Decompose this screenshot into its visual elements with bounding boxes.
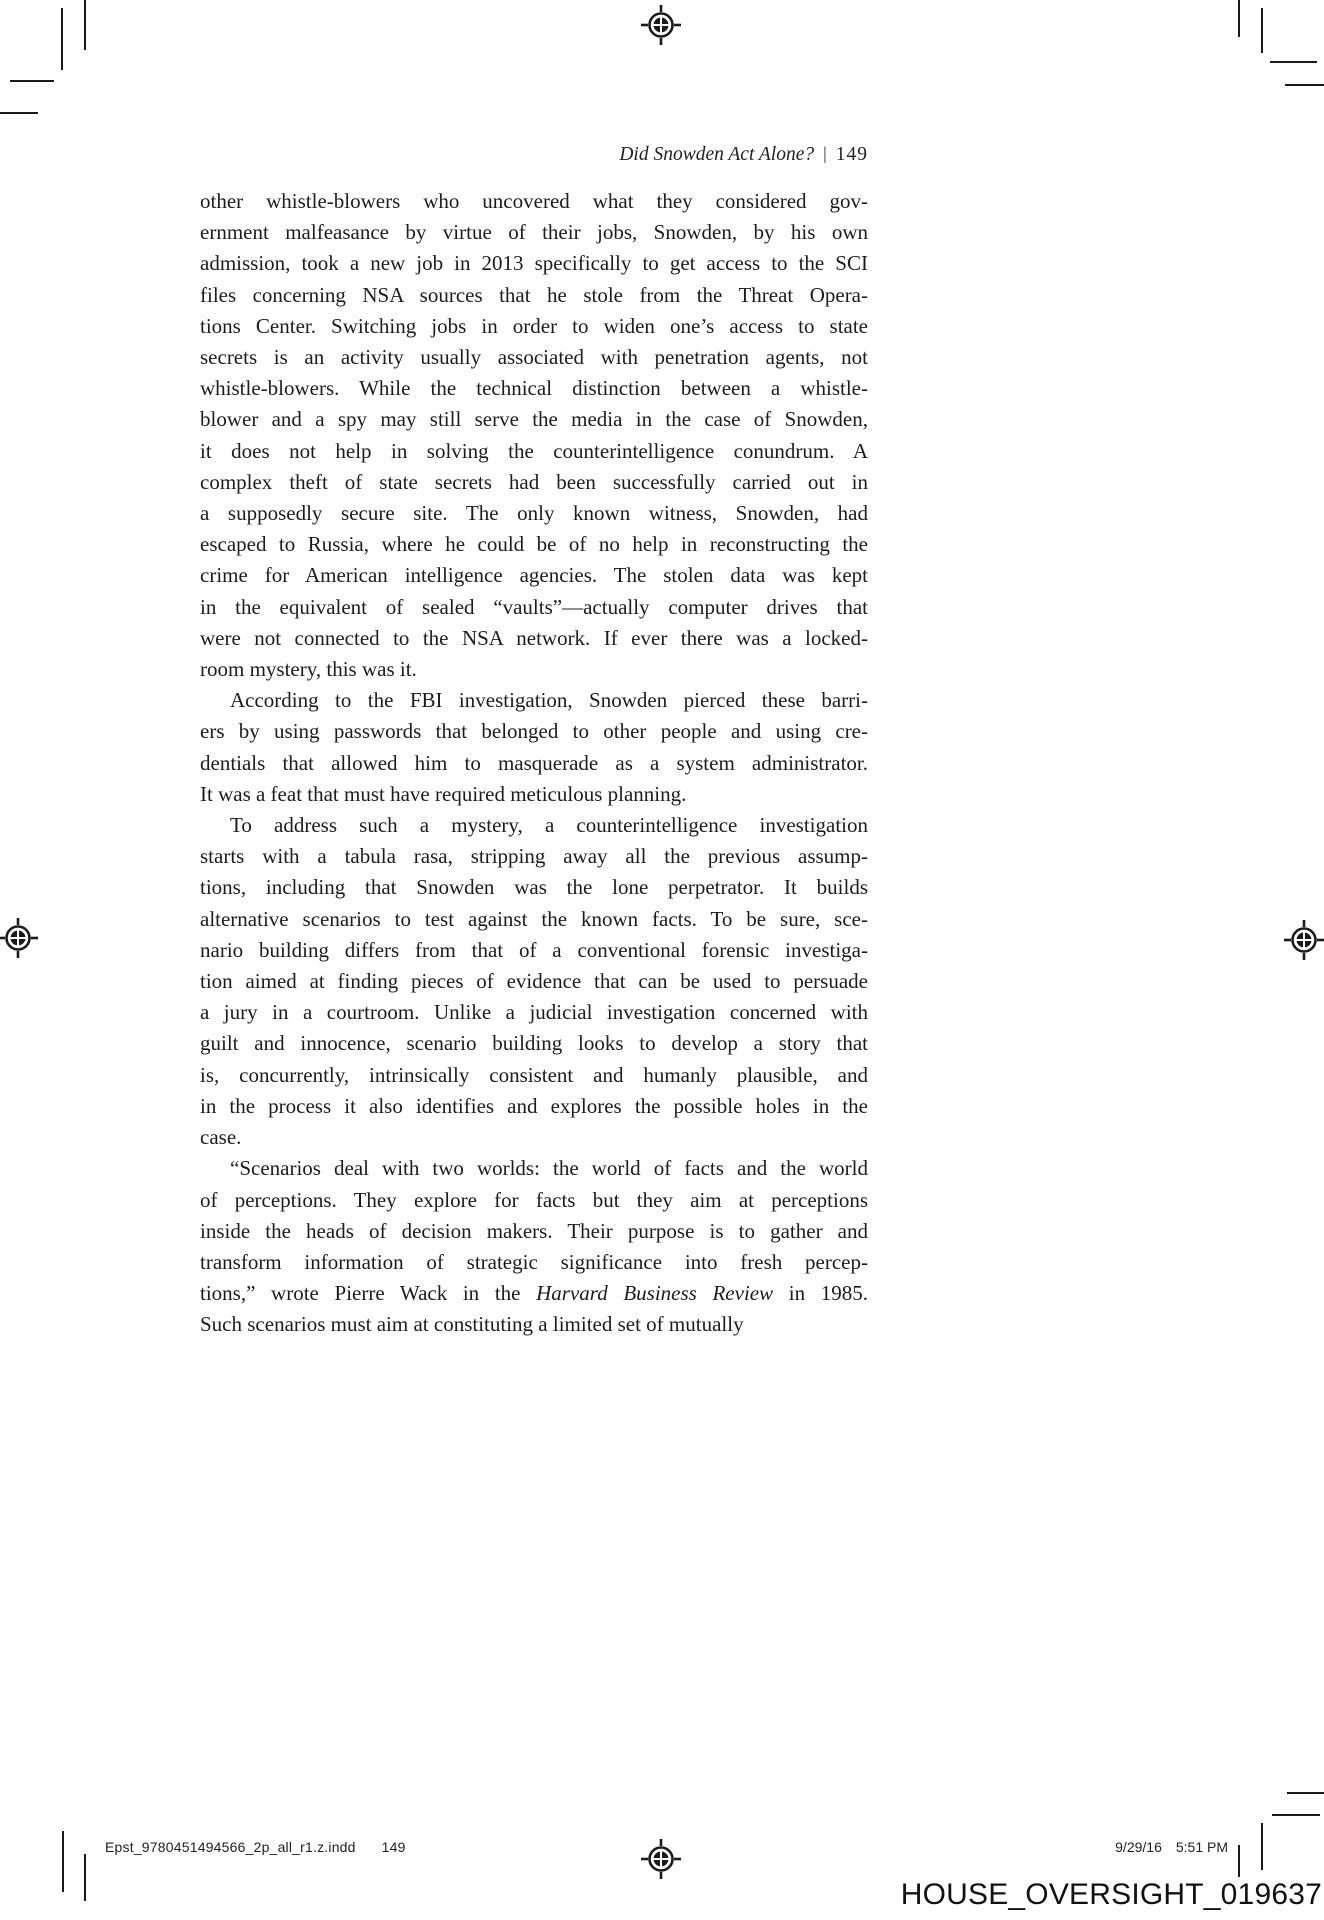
trim-mark-bottom-right-v1 bbox=[1238, 1845, 1240, 1877]
body-line bbox=[200, 935, 868, 966]
body-line bbox=[200, 373, 868, 404]
text-run: tions, including that Snowden was the lone perpetrator. It builds bbox=[200, 875, 868, 900]
trim-mark-top-right-h2 bbox=[1285, 84, 1324, 86]
body-line bbox=[200, 685, 868, 716]
trim-mark-bottom-right-h1 bbox=[1287, 1792, 1324, 1794]
text-run: It was a feat that must have required meticulous planning. bbox=[200, 781, 687, 806]
text-run: admission, took a new job in 2013 specifically to get access to the SCI bbox=[200, 251, 868, 276]
body-line bbox=[200, 1278, 868, 1309]
footer-slug bbox=[105, 1839, 406, 1855]
text-run: crime for American intelligence agencies. The stolen data was kept bbox=[200, 563, 868, 588]
text-run: blower and a spy may still serve the media in the case of Snowden, bbox=[200, 407, 868, 432]
text-run: alternative scenarios to test against the known facts. To be sure, sce- bbox=[200, 906, 868, 931]
trim-mark-bottom-right-h2 bbox=[1272, 1814, 1320, 1816]
body-line bbox=[200, 623, 868, 654]
text-run: To address such a mystery, a counterintelligence investigation bbox=[230, 813, 868, 838]
body-line bbox=[200, 467, 868, 498]
chapter-title: Did Snowden Act Alone? bbox=[619, 144, 815, 165]
text-run: were not connected to the NSA network. If ever there was a locked- bbox=[200, 625, 868, 650]
body-line bbox=[200, 966, 868, 997]
footer-datetime bbox=[1115, 1839, 1228, 1855]
registration-crosshair-icon-left bbox=[0, 918, 38, 958]
body-line bbox=[200, 1091, 868, 1122]
body-line bbox=[200, 186, 868, 217]
text-run: in the process it also identifies and explores the possible holes in the bbox=[200, 1093, 868, 1118]
trim-mark-top-left-h1 bbox=[10, 80, 54, 82]
body-line bbox=[200, 654, 868, 685]
page-number: 149 bbox=[835, 144, 868, 165]
trim-mark-top-left-v1 bbox=[61, 8, 63, 70]
body-line bbox=[200, 1309, 868, 1340]
text-run: inside the heads of decision makers. Their purpose is to gather and bbox=[200, 1218, 868, 1243]
text-run: nario building differs from that of a conventional forensic investiga- bbox=[200, 937, 868, 962]
text-run: ernment malfeasance by virtue of their jobs, Snowden, by his own bbox=[200, 220, 868, 245]
text-run: files concerning NSA sources that he stole from the Threat Opera- bbox=[200, 282, 868, 307]
text-run: starts with a tabula rasa, stripping away all the previous assump- bbox=[200, 844, 868, 869]
text-run: a supposedly secure site. The only known witness, Snowden, had bbox=[200, 501, 868, 526]
body-line bbox=[200, 872, 868, 903]
body-line bbox=[200, 560, 868, 591]
text-run: complex theft of state secrets had been successfully carried out in bbox=[200, 469, 868, 494]
registration-crosshair-icon-right bbox=[1284, 920, 1324, 960]
text-run: whistle-blowers. While the technical distinction between a whistle- bbox=[200, 376, 868, 401]
body-line bbox=[200, 1060, 868, 1091]
text-run: tions Center. Switching jobs in order to widen one’s access to state bbox=[200, 313, 868, 338]
trim-mark-top-left-v2 bbox=[84, 0, 86, 50]
trim-mark-top-right-v2 bbox=[1261, 8, 1263, 53]
body-line bbox=[200, 404, 868, 435]
text-run: According to the FBI investigation, Snowden pierced these barri- bbox=[230, 688, 868, 713]
registration-crosshair-icon-top bbox=[641, 5, 681, 45]
trim-mark-top-left-h2 bbox=[0, 112, 38, 114]
body-line bbox=[200, 342, 868, 373]
text-run: dentials that allowed him to masquerade as a system administrator. bbox=[200, 750, 868, 775]
body-line bbox=[200, 1153, 868, 1184]
text-run: a jury in a courtroom. Unlike a judicial investigation concerned with bbox=[200, 1000, 868, 1025]
text-run: of perceptions. They explore for facts but they aim at perceptions bbox=[200, 1187, 868, 1212]
text-run: in the equivalent of sealed “vaults”—actually computer drives that bbox=[200, 594, 868, 619]
text-run: secrets is an activity usually associated with penetration agents, not bbox=[200, 345, 868, 370]
footer-date: 9/29/16 bbox=[1115, 1839, 1162, 1855]
text-run: room mystery, this was it. bbox=[200, 657, 417, 682]
body-line bbox=[200, 779, 868, 810]
body-line bbox=[200, 1122, 868, 1153]
body-line bbox=[200, 1247, 868, 1278]
footer-time: 5:51 PM bbox=[1175, 1839, 1228, 1855]
text-run: transform information of strategic significance into fresh percep- bbox=[200, 1249, 868, 1274]
running-head bbox=[200, 144, 868, 166]
body-line bbox=[200, 997, 868, 1028]
body-line bbox=[200, 1216, 868, 1247]
trim-mark-bottom-right-v2 bbox=[1261, 1823, 1263, 1870]
trim-mark-top-right-v1 bbox=[1238, 0, 1240, 37]
trim-mark-bottom-left-v1 bbox=[62, 1831, 64, 1892]
body-text bbox=[200, 186, 868, 1341]
slug-filename: Epst_9780451494566_2p_all_r1.z.indd bbox=[105, 1839, 356, 1855]
trim-mark-bottom-left-v2 bbox=[84, 1854, 86, 1901]
body-line bbox=[200, 217, 868, 248]
header-separator: | bbox=[823, 143, 827, 163]
text-run: “Scenarios deal with two worlds: the world of facts and the world bbox=[230, 1156, 868, 1181]
body-line bbox=[200, 311, 868, 342]
text-run: Such scenarios must aim at constituting a limited set of mutually bbox=[200, 1312, 744, 1337]
text-run: guilt and innocence, scenario building looks to develop a story that bbox=[200, 1031, 868, 1056]
bates-stamp: HOUSE_OVERSIGHT_019637 bbox=[900, 1878, 1322, 1911]
body-line bbox=[200, 716, 868, 747]
text-run: ers by using passwords that belonged to other people and using cre- bbox=[200, 719, 868, 744]
text-run: in 1985. bbox=[773, 1281, 869, 1306]
body-line bbox=[200, 498, 868, 529]
body-line bbox=[200, 529, 868, 560]
body-line bbox=[200, 1185, 868, 1216]
text-run: escaped to Russia, where he could be of no help in reconstructing the bbox=[200, 532, 868, 557]
trim-mark-top-right-h1 bbox=[1270, 61, 1317, 63]
slug-page-number: 149 bbox=[381, 1839, 406, 1855]
body-line bbox=[200, 841, 868, 872]
body-line bbox=[200, 280, 868, 311]
text-run: tion aimed at finding pieces of evidence that can be used to persuade bbox=[200, 969, 868, 994]
text-run: it does not help in solving the counterintelligence conundrum. A bbox=[200, 438, 868, 463]
body-line bbox=[200, 1028, 868, 1059]
text-run: tions,” wrote Pierre Wack in the bbox=[200, 1281, 537, 1306]
body-line bbox=[200, 904, 868, 935]
body-line bbox=[200, 248, 868, 279]
text-run: is, concurrently, intrinsically consistent and humanly plausible, and bbox=[200, 1062, 868, 1087]
body-line bbox=[200, 810, 868, 841]
text-run: other whistle-blowers who uncovered what they considered gov- bbox=[200, 189, 868, 213]
body-line bbox=[200, 592, 868, 623]
registration-crosshair-icon-bottom bbox=[641, 1839, 681, 1879]
text-run: case. bbox=[200, 1125, 242, 1150]
body-line bbox=[200, 436, 868, 467]
body-line bbox=[200, 748, 868, 779]
italic-text-run: Harvard Business Review bbox=[536, 1281, 774, 1306]
